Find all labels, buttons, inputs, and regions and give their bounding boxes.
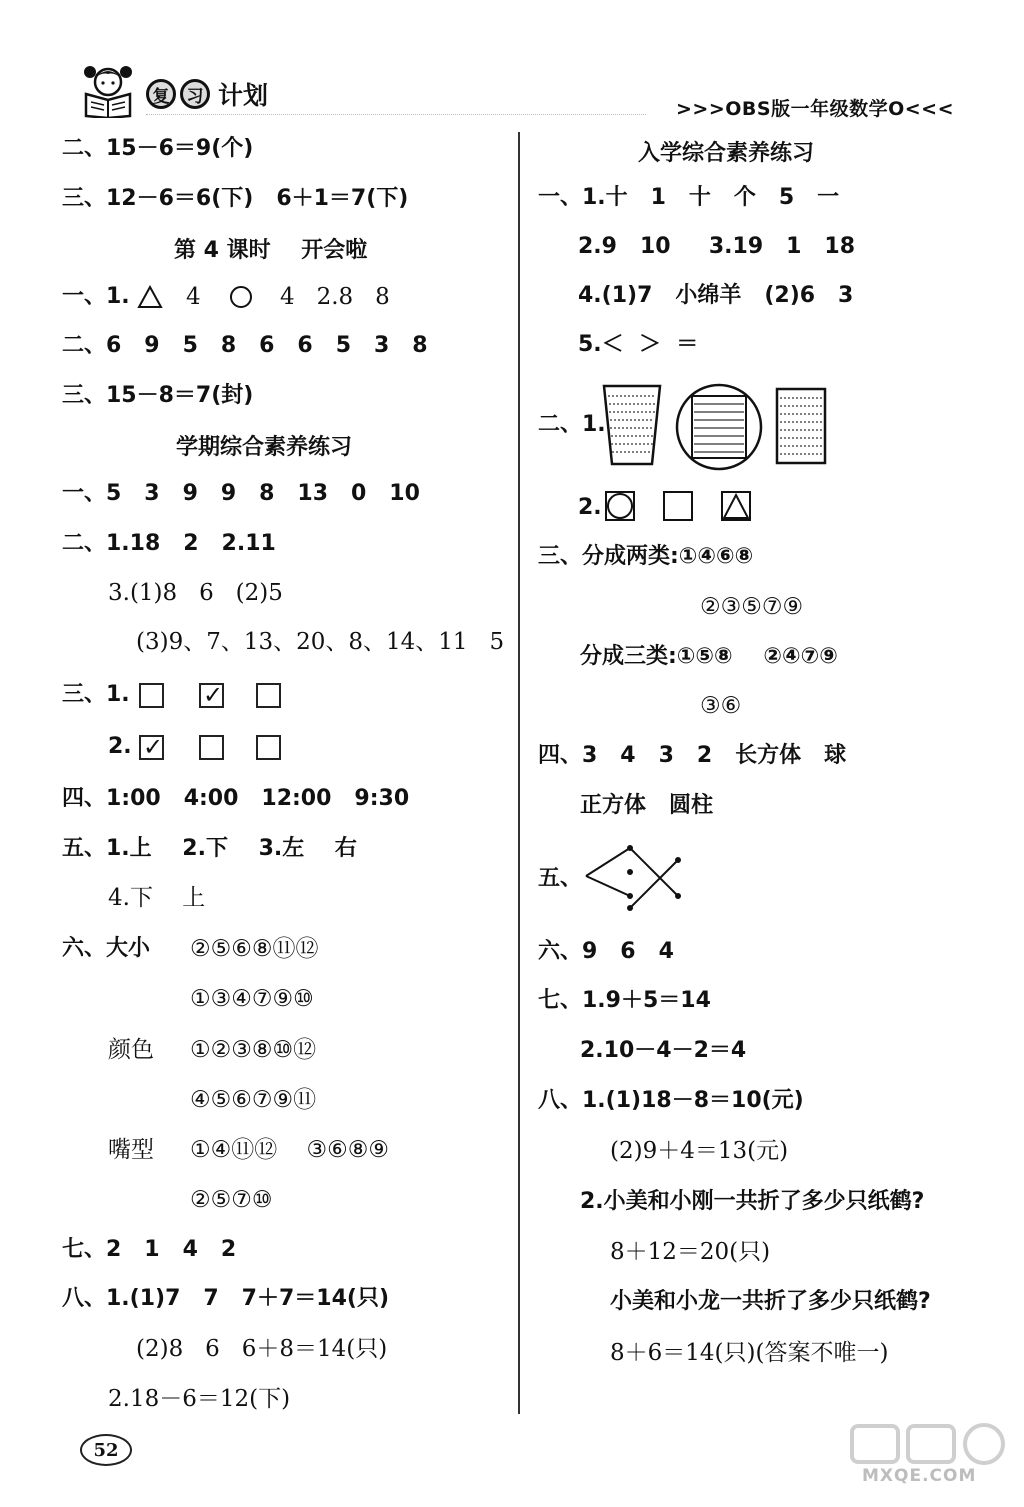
watermark-logo-icon [846,1420,1016,1466]
left-line-18: ④⑤⑥⑦⑨⑪ [190,1087,317,1113]
matching-lines-diagram [578,838,688,914]
left-line-3-a: 4 [186,284,201,310]
left-line-17-label: 颜色 [108,1037,154,1063]
empty-box [199,735,224,760]
square-shape-icon [662,490,694,522]
right-line-17: 八、1.(1)18－8＝10(元) [538,1088,804,1113]
right-line-15: 七、1.9＋5＝14 [538,988,711,1013]
left-line-4: 二、6 9 5 8 6 6 5 3 8 [62,333,428,358]
left-line-3-prefix: 一、1. [62,284,130,309]
right-line-21: 小美和小龙一共折了多少只纸鹤? [610,1289,931,1314]
left-line-7: 二、1.18 2 2.11 [62,531,276,556]
left-line-19-label: 嘴型 [108,1137,154,1163]
right-line-1: 一、1.十 1 十 个 5 一 [538,185,840,210]
right-line-14: 六、9 6 4 [538,939,674,964]
section-heading-lesson4: 第 4 课时 开会啦 [174,238,368,263]
left-line-22: 八、1.(1)7 7 7＋7＝14(只) [62,1286,389,1311]
empty-box [256,683,281,708]
left-line-2: 三、12－6＝6(下) 6＋1＝7(下) [62,186,409,211]
left-line-9: (3)9、7、13、20、8、14、11 5 [136,629,505,655]
right-line-11: 四、3 4 3 2 长方体 球 [538,743,847,768]
title-text: 计划 [218,81,269,110]
left-line-21: 七、2 1 4 2 [62,1237,237,1262]
left-line-11: 2. [108,734,132,759]
cup-shape-icon [600,382,664,468]
left-line-10: 三、1. [62,682,130,707]
girl-reading-logo-icon [78,62,138,118]
right-line-5: 二、1. [538,412,606,437]
triangle-in-square-icon [720,490,752,522]
left-line-23: (2)8 6 6＋8＝14(只) [136,1336,388,1362]
right-line-9: 分成三类:①⑤⑧ ②④⑦⑨ [580,644,838,669]
circle-shape-icon [228,284,254,310]
left-line-13: 五、1.上 2.下 3.左 右 [62,836,357,861]
checkmark-icon: ✓ [143,733,164,761]
left-line-16: ①③④⑦⑨⑩ [190,986,314,1012]
left-line-1: 二、15－6＝9(个) [62,136,254,161]
empty-box [256,735,281,760]
left-line-20: ②⑤⑦⑩ [190,1187,273,1213]
section-heading-semester: 学期综合素养练习 [176,435,353,460]
right-line-6: 2. [578,495,602,520]
left-line-15: ②⑤⑥⑧⑪⑫ [190,936,319,962]
left-line-12: 四、1:00 4:00 12:00 9:30 [62,786,410,811]
triangle-shape-icon [137,285,163,309]
rectangle-shape-icon [774,386,828,466]
checked-box [139,735,164,760]
right-line-8: ②③⑤⑦⑨ [700,594,804,620]
right-line-10: ③⑥ [700,693,742,719]
right-line-18: (2)9＋4＝13(元) [610,1138,789,1164]
title-char-1: 复 [146,79,176,109]
right-line-13: 五、 [538,866,583,891]
left-line-14: 4.下 上 [108,885,206,911]
right-line-7: 三、分成两类:①④⑥⑧ [538,544,754,569]
left-line-6: 一、5 3 9 9 8 13 0 10 [62,481,420,506]
header-rule [146,114,646,115]
series-label: >>>OBS版一年级数学O<<< [676,98,954,120]
checked-box [199,683,224,708]
left-line-24: 2.18－6＝12(下) [108,1386,291,1412]
right-line-19: 2.小美和小刚一共折了多少只纸鹤? [580,1189,925,1214]
right-line-2: 2.9 10 3.19 1 18 [578,234,856,259]
right-line-20: 8＋12＝20(只) [610,1239,771,1265]
watermark-text: MXQE.COM [862,1466,977,1486]
right-line-22: 8＋6＝14(只)(答案不唯一) [610,1340,889,1366]
left-line-19: ①④⑪⑫ ③⑥⑧⑨ [190,1137,389,1163]
title-char-2: 习 [180,79,210,109]
right-line-4: 5.＜ ＞ ＝ [578,332,699,357]
column-divider [518,132,520,1414]
right-line-16: 2.10－4－2＝4 [580,1038,747,1063]
empty-box [139,683,164,708]
right-line-12: 正方体 圆柱 [580,793,713,818]
circle-in-square-icon [604,490,636,522]
left-line-8: 3.(1)8 6 (2)5 [108,580,283,606]
page-number: 52 [80,1434,132,1466]
left-line-17: ①②③⑧⑩⑫ [190,1037,317,1063]
left-line-3-b: 4 2.8 8 [280,284,390,310]
right-line-3: 4.(1)7 小绵羊 (2)6 3 [578,283,854,308]
checkmark-icon: ✓ [203,681,224,709]
section-heading-entrance: 入学综合素养练习 [638,141,815,166]
book-title [146,76,268,112]
circle-with-square-icon [672,382,766,472]
left-line-15-label: 六、大小 [62,936,151,961]
left-line-5: 三、15－8＝7(封) [62,383,254,408]
